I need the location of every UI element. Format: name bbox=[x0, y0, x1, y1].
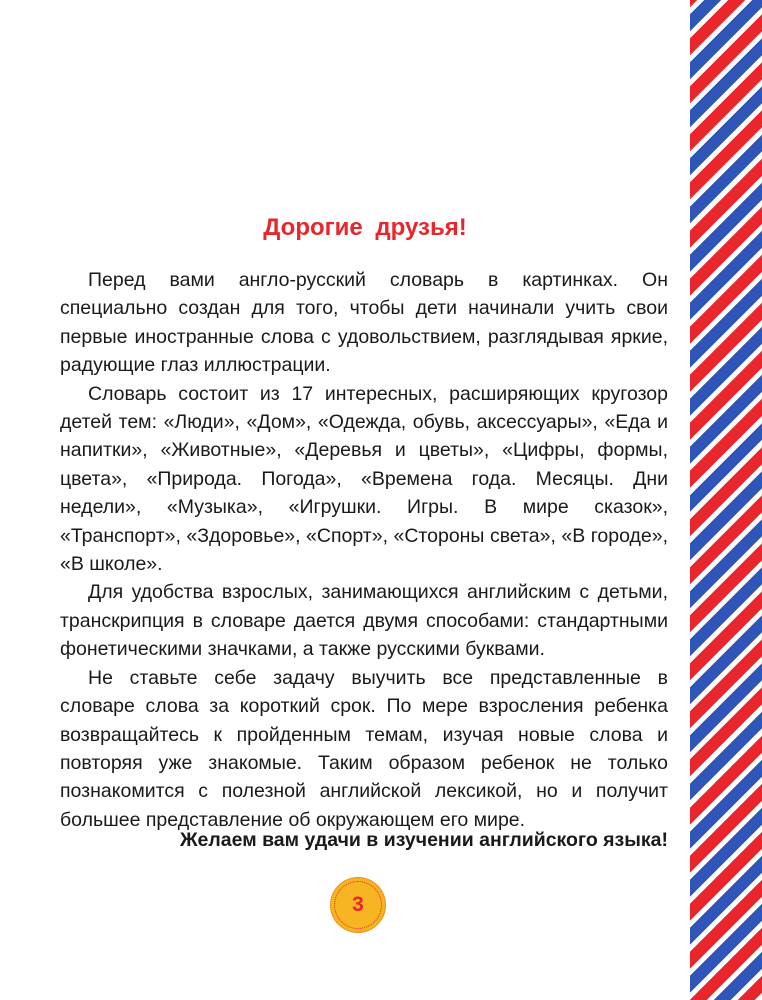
page-number: 3 bbox=[352, 893, 364, 916]
page-number-badge bbox=[331, 878, 385, 932]
page-title: Дорогие друзья! bbox=[263, 214, 467, 241]
paragraph-3: Для удобства взрослых, занимающихся английским с детьми, транскрипция в словаре дается двумя способами: стандартными фонетическими значками, а также русскими буквами. bbox=[60, 581, 668, 661]
decorative-stripe-border bbox=[690, 0, 762, 1000]
intro-text bbox=[60, 266, 668, 834]
paragraph-1: Перед вами англо-русский словарь в картинках. Он специально создан для того, чтобы дети начинали учить свои первые иностранные слова с удовольствием, разглядывая яркие, радующие глаз иллюстрации. bbox=[60, 269, 668, 377]
closing-wish: Желаем вам удачи в изучении английского языка! bbox=[179, 829, 668, 851]
paragraph-2: Словарь состоит из 17 интересных, расширяющих кругозор детей тем: «Люди», «Дом», «Одежда, обувь, аксессуары», «Еда и напитки», «Животные», «Деревья и цветы», «Цифры, формы, цвета», «Природа. Погода», «Времена года. Месяцы. Дни недели», «Музыка», «Игрушки. Игры. В мире сказок», «Транспорт», «Здоровье», «Спорт», «Стороны света», «В городе», «В школе». bbox=[60, 382, 668, 576]
paragraph-4: Не ставьте себе задачу выучить все представленные в словаре слова за короткий срок. По мере взросления ребенка возвращайтесь к пройденным темам, изучая новые слова и повторяя уже знакомые. Таким образом ребенок не только познакомится с полезной английской лексикой, но и получит большее представление об окружающем его мире. bbox=[60, 666, 668, 831]
